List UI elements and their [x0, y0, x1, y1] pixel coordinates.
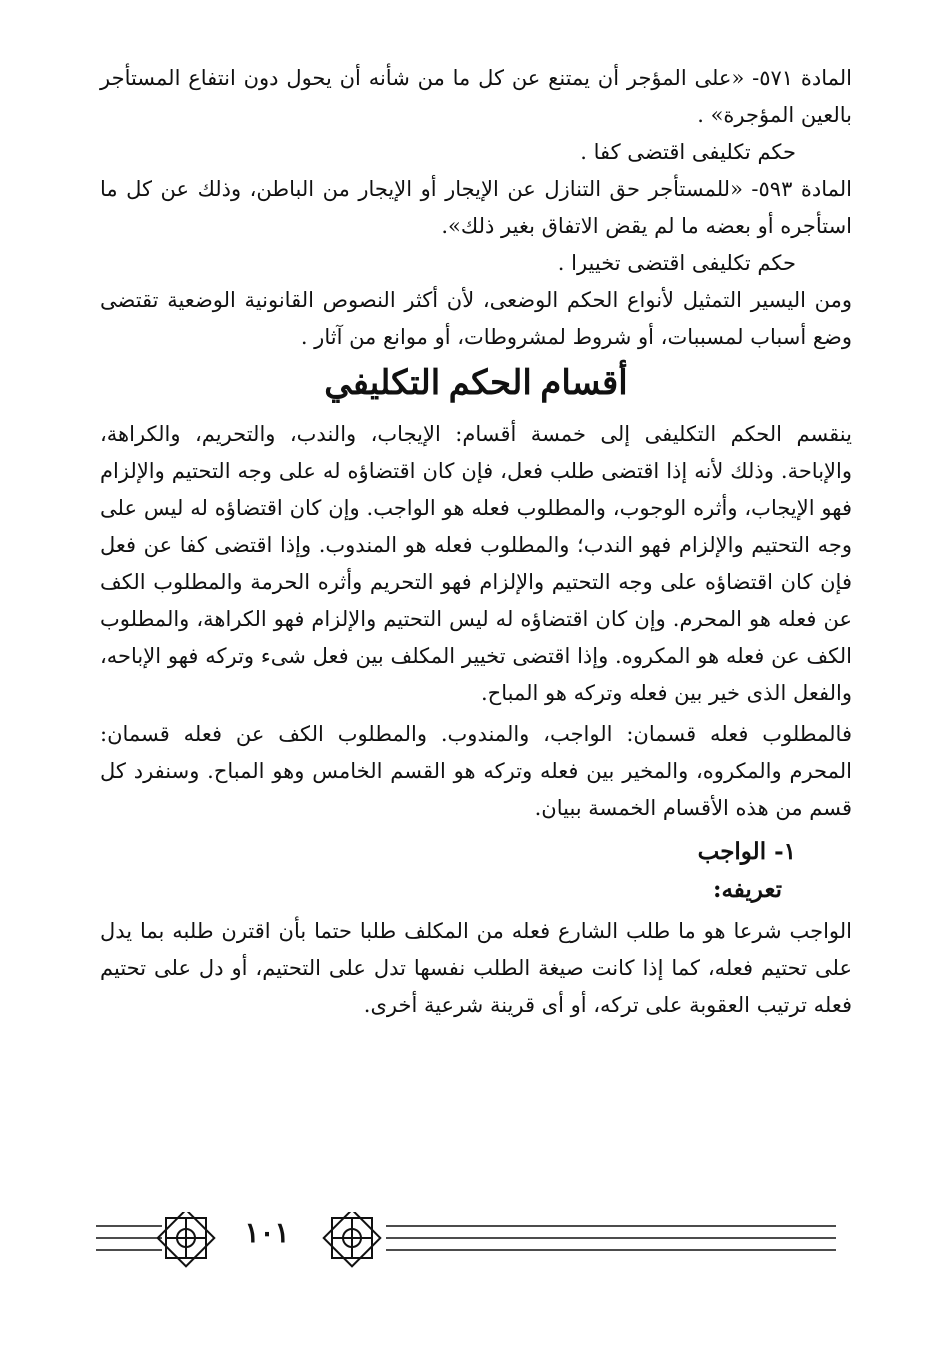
- paragraph-ruling-2: حكم تكليفى اقتضى تخييرا .: [557, 251, 796, 275]
- paragraph-divisions: ينقسم الحكم التكليفى إلى خمسة أقسام: الإيجاب، والندب، والتحريم، والكراهة، والإباحة. وذلك لأنه إذا اقتضى طلب فعل، فإن كان اقتضاؤه له على وجه التحتيم والإلزام فهو الإيجاب، وأثره الوجوب، والمطلوب فعله هو الواجب. وإن كان اقتضاؤه له ليس على وجه التحتيم والإلزام فهو الندب؛ والمطلوب فعله هو المندوب. وإذا اقتضى كفا عن فعل فإن كان اقتضاؤه على وجه التحتيم والإلزام فهو التحريم وأثره الحرمة والمطلوب الكف عن فعله هو المحرم. وإن كان اقتضاؤه له ليس التحتيم والإلزام فهو الكراهة، والمطلوب الكف عن فعله هو المكروه. وإذا اقتضى تخيير المكلف بين فعل شىء وتركه فهو الإباحه، والفعل الذى خير بين فعله وتركه هو المباح.: [100, 422, 852, 705]
- page-number: ١٠١: [244, 1216, 290, 1249]
- paragraph-wadi-ruling: ومن اليسير التمثيل لأنواع الحكم الوضعى، لأن أكثر النصوص القانونية الوضعية تقتضى وضع أسباب لمسببات، أو شروط لمشروطات، أو موانع من آثار .: [100, 288, 852, 349]
- paragraph-article-571: المادة ٥٧١- «على المؤجر أن يمتنع عن كل ما من شأنه أن يحول دون انتفاع المستأجر بالعين المؤجرة» .: [100, 66, 852, 127]
- subheading-definition: تعريفه:: [712, 876, 782, 903]
- paragraph-ruling-1: حكم تكليفى اقتضى كفا .: [580, 140, 796, 164]
- subheading-wajib: ١- الواجب: [697, 838, 796, 865]
- footer-ornament: [96, 1212, 836, 1268]
- page-body: [100, 60, 852, 1024]
- star-ornament-right-icon: [324, 1212, 381, 1266]
- paragraph-definition: الواجب شرعا هو ما طلب الشارع فعله من المكلف طلبا حتما بأن اقترن طلبه بما يدل على تحتيم فعله، كما إذا كانت صيغة الطلب نفسها تدل على التحتيم، أو دل على تحتيم فعله ترتيب العقوبة على تركه، أو أى قرينة شرعية أخرى.: [100, 919, 852, 1017]
- star-ornament-left-icon: [158, 1212, 215, 1266]
- section-title: أقسام الحكم التكليفي: [324, 365, 628, 402]
- paragraph-summary: فالمطلوب فعله قسمان: الواجب، والمندوب. والمطلوب الكف عن فعله قسمان: المحرم والمكروه، والمخير بين فعله وتركه هو القسم الخامس وهو المباح. وسنفرد كل قسم من هذه الأقسام الخمسة ببيان.: [100, 722, 852, 820]
- page-footer: [96, 1212, 836, 1268]
- paragraph-article-593: المادة ٥٩٣- «للمستأجر حق التنازل عن الإيجار أو الإيجار من الباطن، وذلك عن كل ما استأجره أو بعضه ما لم يقض الاتفاق بغير ذلك».: [100, 177, 852, 238]
